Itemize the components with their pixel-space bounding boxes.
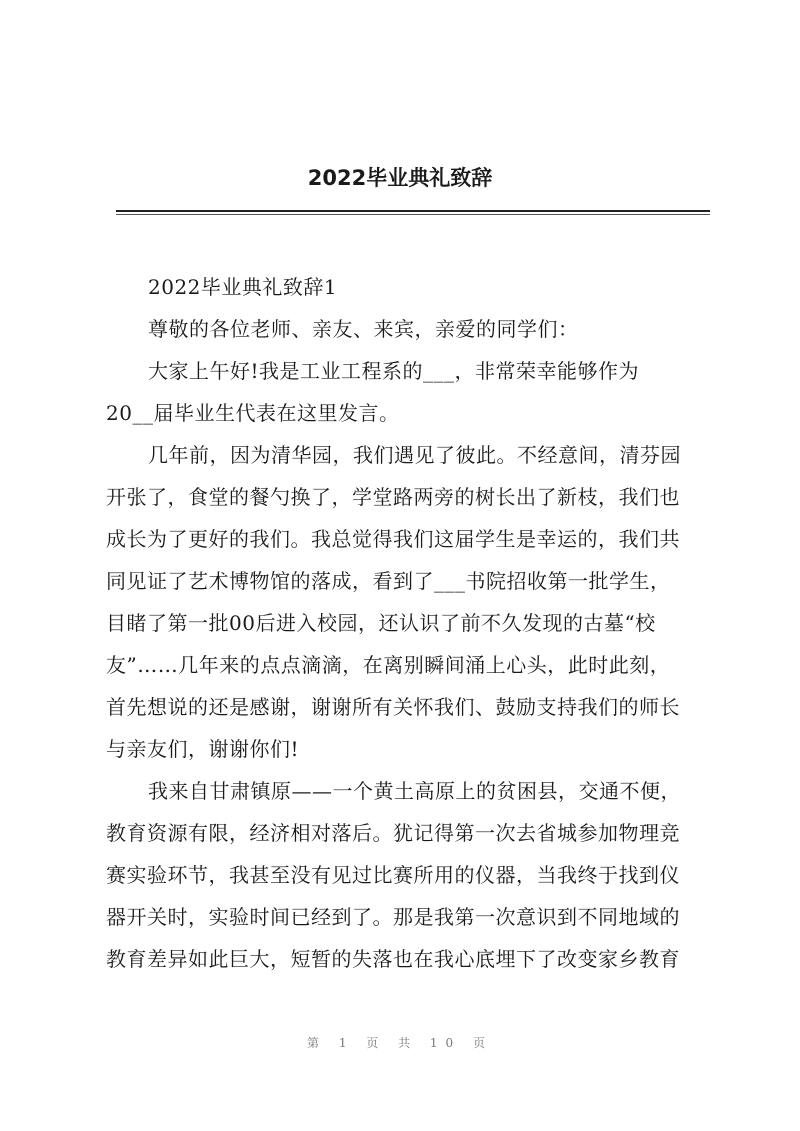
paragraph-line: 友”……几年来的点点滴滴，在离别瞬间涌上心头，此时此刻， bbox=[106, 653, 671, 677]
paragraph-line: 同见证了艺术博物馆的落成，看到了___书院招收第一批学生， bbox=[106, 569, 671, 593]
paragraph-line: 成长为了更好的我们。我总觉得我们这届学生是幸运的，我们共 bbox=[106, 527, 680, 551]
section-heading: 2022毕业典礼致辞1 bbox=[148, 275, 338, 299]
paragraph-line: 教育资源有限，经济相对落后。犹记得第一次去省城参加物理竞 bbox=[106, 821, 680, 845]
paragraph-line: 我来自甘肃镇原——一个黄土高原上的贫困县，交通不便， bbox=[148, 779, 681, 803]
paragraph-line: 20__届毕业生代表在这里发言。 bbox=[106, 401, 400, 425]
page-footer: 第 1 页 共 10 页 bbox=[307, 1036, 493, 1050]
paragraph-line: 大家上午好!我是工业工程系的___，非常荣幸能够作为 bbox=[148, 359, 640, 383]
title-rule bbox=[116, 210, 710, 212]
paragraph-line: 与亲友们，谢谢你们! bbox=[106, 737, 300, 761]
paragraph-line: 开张了，食堂的餐勺换了，学堂路两旁的树长出了新枝，我们也 bbox=[106, 485, 680, 509]
paragraph-line: 首先想说的还是感谢，谢谢所有关怀我们、鼓励支持我们的师长 bbox=[106, 695, 680, 719]
paragraph-line: 几年前，因为清华园，我们遇见了彼此。不经意间，清芬园 bbox=[148, 443, 681, 467]
paragraph-line: 目睹了第一批00后进入校园，还认识了前不久发现的古墓“校 bbox=[106, 611, 656, 635]
paragraph-line: 赛实验环节，我甚至没有见过比赛所用的仪器，当我终于找到仪 bbox=[106, 863, 680, 887]
paragraph-line: 教育差异如此巨大，短暂的失落也在我心底埋下了改变家乡教育 bbox=[106, 947, 680, 971]
document-title: 2022毕业典礼致辞 bbox=[307, 166, 493, 190]
salutation: 尊敬的各位老师、亲友、来宾，亲爱的同学们： bbox=[148, 317, 579, 341]
title-rule-thin bbox=[116, 214, 710, 215]
paragraph-line: 器开关时，实验时间已经到了。那是我第一次意识到不同地域的 bbox=[106, 905, 680, 929]
